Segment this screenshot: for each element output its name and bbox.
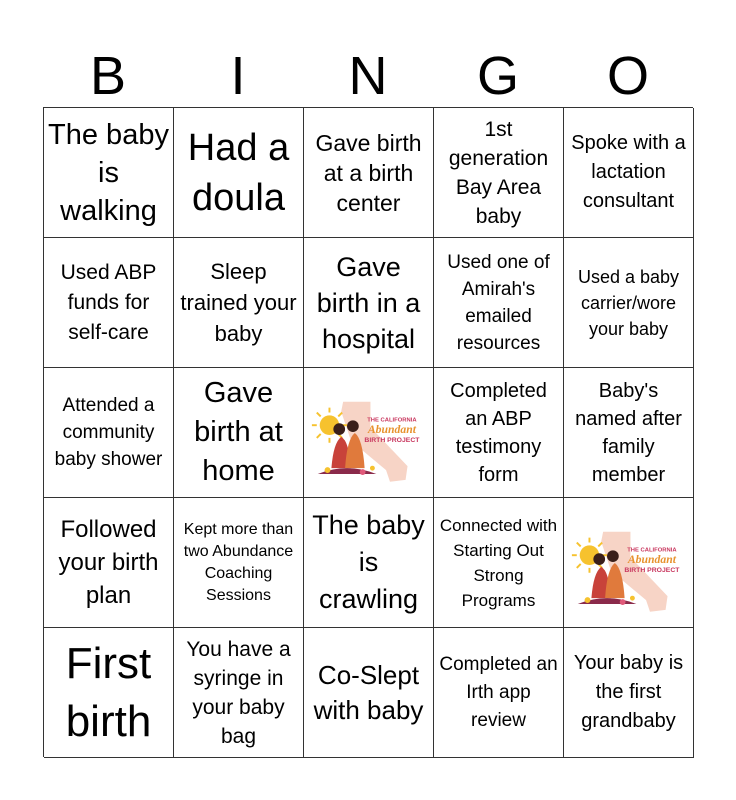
logo-line2: Abundant	[627, 552, 676, 566]
bingo-cell-i1[interactable]	[174, 108, 304, 238]
bingo-cell-o1[interactable]	[564, 108, 694, 238]
cell-label: Completed an ABP testimony form	[450, 379, 547, 486]
cell-label: Sleep trained your baby	[180, 259, 297, 346]
logo-line1: THE CALIFORNIA	[367, 416, 417, 423]
bingo-cell-g3[interactable]	[434, 368, 564, 498]
cell-label: Used one of Amirah's emailed resources	[447, 251, 550, 354]
cell-label: First birth	[65, 638, 152, 746]
cell-label: Had a doula	[187, 126, 290, 219]
header-letter-o: O	[606, 46, 649, 106]
logo-line3: BIRTH PROJECT	[624, 566, 680, 574]
cell-label: Spoke with a lactation consultant	[571, 132, 686, 212]
cell-label: Used ABP funds for self-care	[60, 260, 157, 344]
cell-label: Used a baby carrier/wore your baby	[577, 266, 680, 339]
bingo-cell-n3-free[interactable]	[304, 368, 434, 498]
bingo-cell-o5[interactable]	[564, 628, 694, 758]
bingo-cell-i5[interactable]	[174, 628, 304, 758]
abundant-birth-project-logo	[308, 371, 429, 495]
bingo-header	[43, 44, 693, 108]
bingo-cell-o2[interactable]	[564, 238, 694, 368]
cell-label: The baby is crawling	[312, 510, 425, 614]
bingo-cell-i3[interactable]	[174, 368, 304, 498]
bingo-cell-n5[interactable]	[304, 628, 434, 758]
cell-label: Completed an Irth app review	[439, 653, 558, 731]
bingo-cell-b2[interactable]	[44, 238, 174, 368]
cell-label: The baby is walking	[48, 118, 169, 227]
cell-label: Followed your birth plan	[58, 516, 159, 609]
bingo-cell-g5[interactable]	[434, 628, 564, 758]
cell-label: Co-Slept with baby	[313, 659, 424, 725]
bingo-cell-o4-free[interactable]	[564, 498, 694, 628]
cell-label: Gave birth at a birth center	[315, 129, 422, 216]
bingo-cell-o3[interactable]	[564, 368, 694, 498]
header-letter-n: N	[348, 46, 388, 106]
cell-label: Your baby is the first grandbaby	[573, 652, 684, 732]
bingo-cell-g1[interactable]	[434, 108, 564, 238]
cell-label: Connected with Starting Out Strong Programs	[439, 515, 558, 610]
bingo-cell-n2[interactable]	[304, 238, 434, 368]
header-letter-b: B	[89, 46, 127, 106]
bingo-cell-g4[interactable]	[434, 498, 564, 628]
cell-label: Baby's named after family member	[575, 379, 682, 486]
header-letter-i: I	[230, 46, 246, 106]
logo-line2: Abundant	[367, 422, 416, 436]
cell-label: Gave birth at home	[194, 377, 283, 487]
bingo-cell-g2[interactable]	[434, 238, 564, 368]
bingo-cell-b1[interactable]	[44, 108, 174, 238]
bingo-cell-b4[interactable]	[44, 498, 174, 628]
cell-label: 1st generation Bay Area baby	[448, 117, 549, 228]
bingo-cell-b5[interactable]	[44, 628, 174, 758]
cell-label: You have a syringe in your baby bag	[186, 637, 291, 748]
bingo-cell-i4[interactable]	[174, 498, 304, 628]
bingo-cell-n1[interactable]	[304, 108, 434, 238]
cell-label: Gave birth in a hospital	[316, 251, 421, 354]
abundant-birth-project-logo	[568, 501, 689, 625]
bingo-board	[43, 107, 693, 757]
cell-label: Attended a community baby shower	[54, 395, 163, 470]
bingo-cell-n4[interactable]	[304, 498, 434, 628]
bingo-cell-b3[interactable]	[44, 368, 174, 498]
bingo-cell-i2[interactable]	[174, 238, 304, 368]
cell-label: Kept more than two Abundance Coaching Sessions	[183, 520, 294, 604]
header-letter-g: G	[476, 46, 519, 106]
logo-line3: BIRTH PROJECT	[364, 436, 420, 444]
logo-line1: THE CALIFORNIA	[627, 546, 677, 553]
